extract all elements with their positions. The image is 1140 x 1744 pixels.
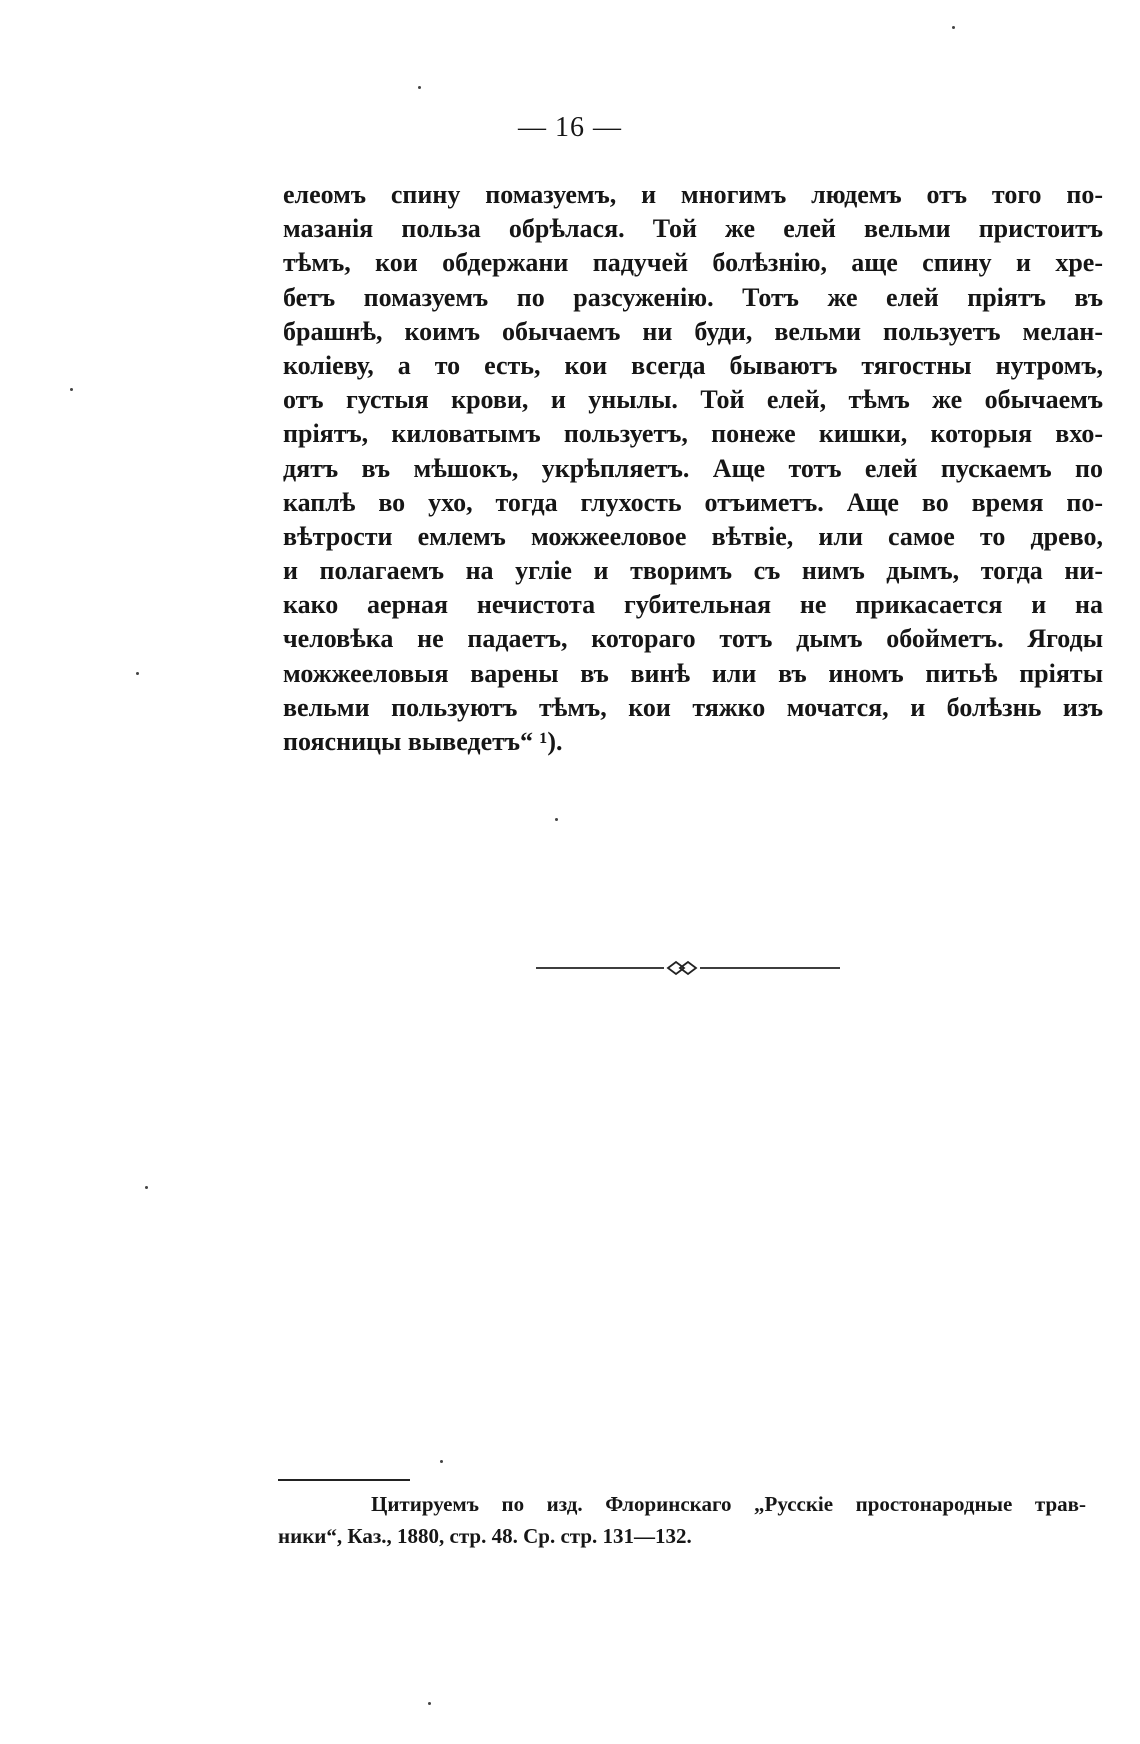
text-line: бетъ помазуемъ по разсуженію. Тотъ же елей пріятъ въ	[283, 282, 1103, 312]
text-line: человѣка не падаетъ, котораго тотъ дымъ обойметъ. Ягоды	[283, 624, 1103, 654]
footnote-line: Цитируемъ по изд. Флоринскаго „Русскіе простонародные трав-	[371, 1492, 1086, 1516]
text-line: пріятъ, киловатымъ пользуетъ, понеже кишки, которыя вхо-	[283, 419, 1103, 449]
footnote-rule	[278, 1479, 410, 1481]
text-line: каплѣ во ухо, тогда глухость отъиметъ. Аще во время по-	[283, 487, 1103, 517]
text-line: тѣмъ, кои обдержани падучей болѣзнію, аще спину и хре-	[283, 248, 1103, 278]
text-line: како аерная нечистота губительная не прикасается и на	[283, 590, 1103, 620]
scan-speck	[70, 388, 73, 391]
text-line: вѣтрости емлемъ можжееловое вѣтвіе, или самое то древо,	[283, 521, 1103, 551]
diamond-pair-rule-icon	[536, 956, 840, 980]
text-line: елеомъ спину помазуемъ, и многимъ людемъ отъ того по-	[283, 180, 1103, 209]
scan-speck	[136, 672, 139, 675]
scan-speck	[418, 86, 421, 89]
footnote	[278, 1488, 1086, 1552]
scan-speck	[145, 1186, 148, 1189]
text-line: брашнѣ, коимъ обычаемъ ни буди, вельми пользуетъ мелан-	[283, 316, 1103, 346]
main-text	[283, 178, 1103, 759]
text-line: и полагаемъ на угліе и творимъ съ нимъ дымъ, тогда ни-	[283, 556, 1103, 586]
text-line: коліеву, а то есть, кои всегда бываютъ тягостны нутромъ,	[283, 350, 1103, 380]
text-line: дятъ въ мѣшокъ, укрѣпляетъ. Аще тотъ елей пускаемъ по	[283, 453, 1103, 483]
text-line: вельми пользуютъ тѣмъ, кои тяжко мочатся, и болѣзнь изъ	[283, 692, 1103, 722]
scan-speck	[428, 1702, 431, 1705]
page-number: — 16 —	[518, 112, 622, 143]
text-line: отъ густыя крови, и унылы. Той елей, тѣмъ же обычаемъ	[283, 385, 1103, 415]
scan-speck	[952, 26, 955, 29]
scan-speck	[440, 1460, 443, 1463]
text-line: можжееловыя варены въ винѣ или въ иномъ питьѣ пріяты	[283, 658, 1103, 688]
text-line-last: поясницы выведетъ“ ¹).	[283, 727, 563, 756]
scan-speck	[555, 818, 558, 821]
text-line: мазанія польза обрѣлася. Той же елей вельми пристоитъ	[283, 214, 1103, 244]
footnote-line: ники“, Каз., 1880, стр. 48. Ср. стр. 131—132.	[278, 1524, 692, 1548]
